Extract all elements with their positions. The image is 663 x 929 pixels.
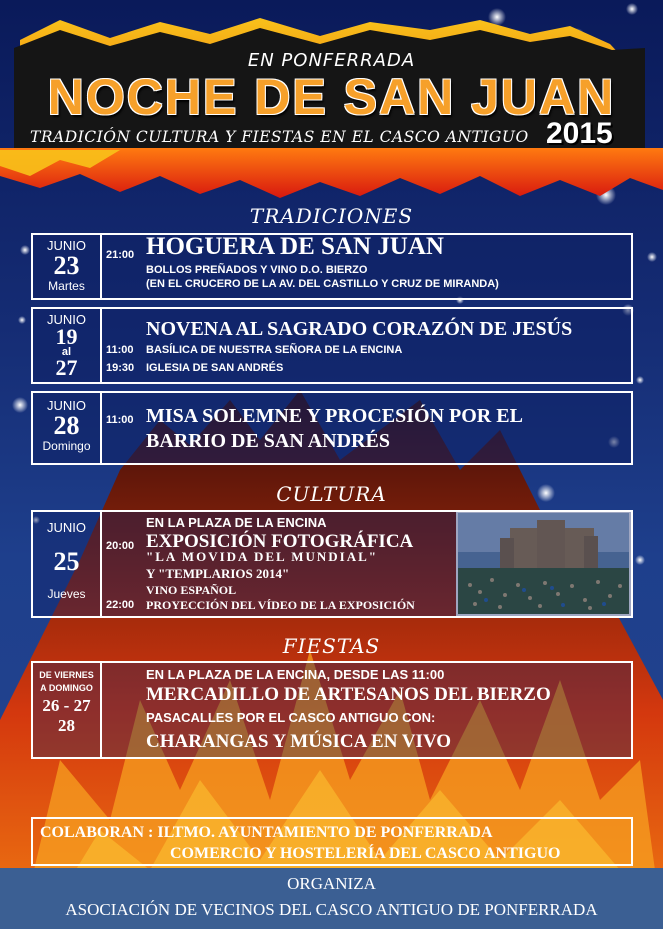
header-location: EN PONFERRADA (247, 50, 416, 71)
event-day-start: 19 (55, 324, 78, 349)
event-detail-4: PROYECCIÓN DEL VÍDEO DE LA EXPOSICIÓN (146, 598, 415, 612)
event-time-1: 11:00 (106, 344, 134, 356)
event-weekday: Domingo (42, 439, 91, 453)
event-place: EN LA PLAZA DE LA ENCINA, DESDE LAS 11:00 (146, 667, 445, 682)
event-detail-1: BOLLOS PREÑADOS Y VINO D.O. BIERZO (146, 264, 368, 276)
header-subtitle: TRADICIÓN CULTURA Y FIESTAS EN EL CASCO ANTIGUO (30, 128, 529, 146)
event-title: HOGUERA DE SAN JUAN (146, 233, 444, 260)
event-title-line-2: BARRIO DE SAN ANDRÉS (146, 430, 390, 452)
event-time: 11:00 (106, 414, 134, 426)
event-month: JUNIO (47, 238, 86, 253)
event-time: 21:00 (106, 249, 135, 261)
event-days-line-1: 26 - 27 (42, 696, 91, 715)
organiza-label: ORGANIZA (287, 874, 376, 893)
organiza-name: ASOCIACIÓN DE VECINOS DEL CASCO ANTIGUO DE PONFERRADA (65, 900, 598, 919)
event-card-misa (31, 391, 633, 465)
event-date-box (31, 510, 102, 618)
event-time-2: 22:00 (106, 599, 135, 611)
event-day: 23 (53, 251, 80, 280)
event-day-sep: al (61, 346, 72, 358)
event-day-end: 27 (55, 355, 78, 380)
page-title: NOCHE DE SAN JUAN (47, 69, 616, 125)
event-title: EXPOSICIÓN FOTOGRÁFICA (146, 531, 414, 552)
event-day: 25 (53, 547, 80, 576)
colaboran-line-2: COMERCIO Y HOSTELERÍA DEL CASCO ANTIGUO (170, 845, 561, 862)
section-title-tradiciones: TRADICIONES (249, 204, 414, 228)
event-detail-2: Y "TEMPLARIOS 2014" (146, 566, 290, 581)
event-title: NOVENA AL SAGRADO CORAZÓN DE JESÚS (146, 318, 573, 340)
event-title-2: CHARANGAS Y MÚSICA EN VIVO (146, 731, 452, 752)
event-month: JUNIO (47, 398, 86, 413)
event-days-line-2: 28 (58, 716, 75, 735)
event-range-line-1: DE VIERNES (39, 670, 94, 680)
event-place: EN LA PLAZA DE LA ENCINA (146, 515, 327, 530)
event-time-1: 20:00 (106, 540, 135, 552)
section-title-fiestas: FIESTAS (282, 634, 381, 658)
event-date-box (31, 661, 102, 759)
event-detail-3: VINO ESPAÑOL (146, 583, 237, 597)
event-title-line-1: MISA SOLEMNE Y PROCESIÓN POR EL (146, 405, 523, 427)
event-detail-1: BASÍLICA DE NUESTRA SEÑORA DE LA ENCINA (146, 344, 403, 356)
event-weekday: Jueves (47, 587, 86, 601)
event-day: 28 (53, 411, 80, 440)
event-date-box (31, 233, 102, 300)
event-detail-2: PASACALLES POR EL CASCO ANTIGUO CON: (146, 710, 436, 725)
colaboran-line-1: COLABORAN : ILTMO. AYUNTAMIENTO DE PONFERRADA (40, 824, 493, 841)
event-quote: "LA MOVIDA DEL MUNDIAL" (146, 549, 378, 564)
event-time-2: 19:30 (106, 362, 135, 374)
event-detail-2: (EN EL CRUCERO DE LA AV. DEL CASTILLO Y CRUZ DE MIRANDA) (146, 278, 499, 290)
event-month: JUNIO (47, 520, 86, 535)
event-title: MERCADILLO DE ARTESANOS DEL BIERZO (146, 684, 551, 705)
section-title-cultura: CULTURA (276, 482, 387, 506)
event-date-box (31, 307, 102, 384)
event-weekday: Martes (48, 279, 85, 293)
header-year: 2015 (546, 117, 613, 150)
event-date-box (31, 391, 102, 465)
event-month: JUNIO (47, 312, 86, 327)
event-range-line-2: A DOMINGO (40, 683, 93, 693)
event-detail-2: IGLESIA DE SAN ANDRÉS (146, 362, 284, 374)
